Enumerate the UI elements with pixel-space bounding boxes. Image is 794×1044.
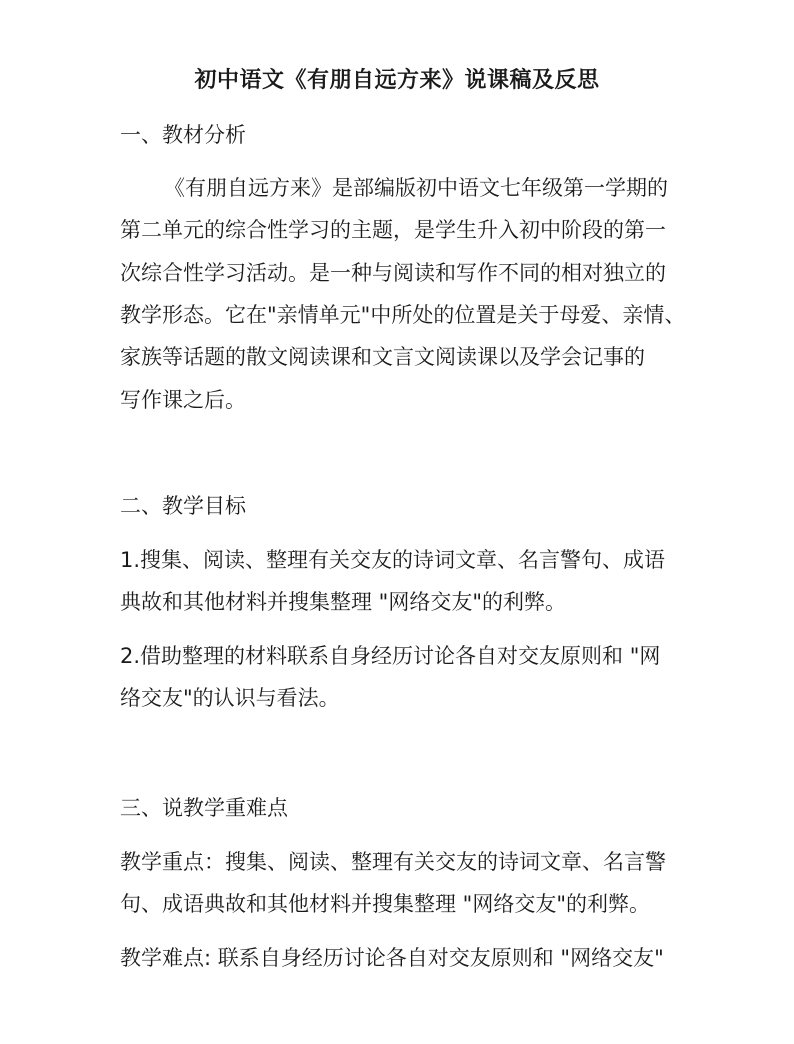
- paragraph-line: 第二单元的综合性学习的主题，是学生升入初中阶段的第一: [120, 218, 666, 242]
- goal-item-line: 络交友"的认识与看法。: [120, 686, 340, 710]
- goal-item-line: 2.借助整理的材料联系自身经历讨论各自对交友原则和 "网: [120, 644, 661, 668]
- paragraph-line: 教学形态。它在"亲情单元"中所处的位置是关于母爱、亲情、: [120, 303, 686, 327]
- paragraph-line: 《有朋自远方来》是部编版初中语文七年级第一学期的: [164, 176, 668, 200]
- paragraph-line: 次综合性学习活动。是一种与阅读和写作不同的相对独立的: [120, 261, 666, 285]
- goal-item-line: 典故和其他材料并搜集整理 "网络交友"的利弊。: [120, 590, 566, 614]
- paragraph-line: 写作课之后。: [120, 388, 246, 412]
- section-heading-textbook-analysis: 一、教材分析: [120, 123, 246, 147]
- focus-line: 教学重点：搜集、阅读、整理有关交友的诗词文章、名言警: [120, 850, 666, 874]
- focus-line: 句、成语典故和其他材料并搜集整理 "网络交友"的利弊。: [120, 892, 650, 916]
- difficulty-line: 教学难点: 联系自身经历讨论各自对交友原则和 "网络交友": [120, 946, 664, 970]
- section-heading-key-difficulties: 三、说教学重难点: [120, 796, 288, 820]
- paragraph-line: 家族等话题的散文阅读课和文言文阅读课以及学会记事的: [120, 345, 645, 369]
- section-heading-teaching-goals: 二、教学目标: [120, 494, 246, 518]
- goal-item-line: 1.搜集、阅读、整理有关交友的诗词文章、名言警句、成语: [120, 548, 666, 572]
- document-title: 初中语文《有朋自远方来》说课稿及反思: [194, 67, 600, 93]
